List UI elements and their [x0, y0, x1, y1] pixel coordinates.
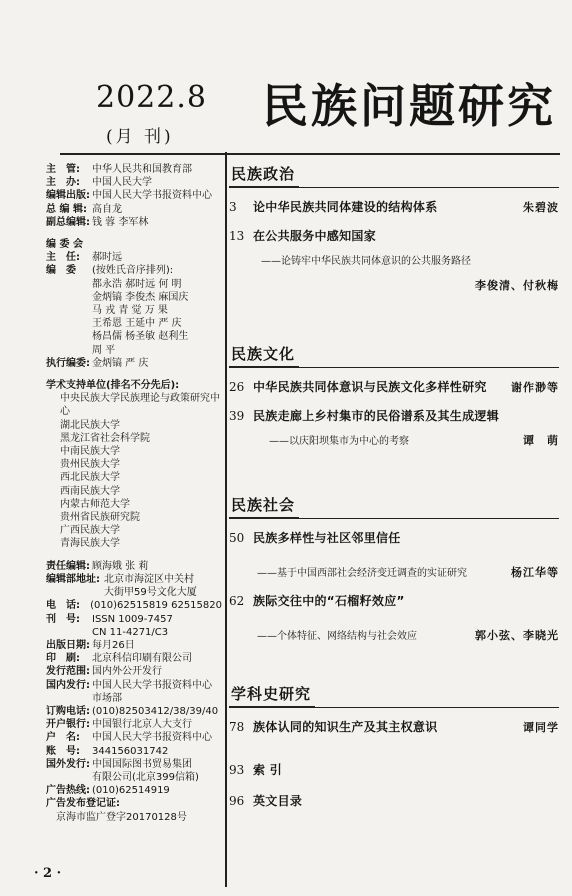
entry-author: 谭同学	[523, 721, 559, 734]
entry-author: 谢作渺等	[511, 381, 559, 394]
english-contents-entry[interactable]	[229, 792, 559, 809]
pub-row: 市场部	[92, 692, 122, 704]
board-member-line: 金炳镐 李俊杰 麻国庆	[92, 291, 189, 303]
masthead-block	[46, 163, 222, 229]
editorial-board-heading: 编 委 会	[46, 239, 83, 251]
masthead-sidebar	[46, 163, 222, 824]
pub-row: 广告热线: (010)62514919	[46, 785, 170, 797]
pub-row: 印 刷: 北京科信印刷有限公司	[46, 653, 192, 665]
board-member-line: 都永浩 郝时远 何 明	[92, 278, 182, 290]
toc-entry[interactable]	[229, 592, 559, 643]
board-member-line: 杨昌儒 杨圣敏 赵利生	[92, 331, 189, 343]
column-divider	[225, 152, 227, 887]
publication-info	[46, 560, 222, 824]
entry-title: 族际交往中的“石榴籽效应”	[253, 594, 405, 608]
support-unit: 青海民族大学	[60, 538, 120, 550]
toc-section	[229, 343, 559, 448]
pub-row: 编辑部地址: 北京市海淀区中关村	[46, 573, 194, 585]
entry-title: 英文目录	[253, 794, 303, 808]
entry-title: 索 引	[253, 763, 283, 777]
support-unit: 黑龙江省社会科学院	[60, 432, 150, 444]
entry-page: 3	[229, 200, 237, 214]
toc-entry[interactable]	[229, 198, 559, 215]
editorial-board	[46, 238, 222, 370]
masthead-row: 副总编辑: 钱 蓉 李军林	[46, 216, 149, 228]
pub-row: 账 号: 344156031742	[46, 745, 169, 757]
pub-row: 刊 号: ISSN 1009-7457	[46, 613, 173, 625]
entry-title: 论中华民族共同体建设的结构体系	[253, 200, 438, 214]
entry-title: 民族走廊上乡村集市的民俗谱系及其生成逻辑	[253, 409, 500, 423]
masthead-row: 主 办: 中国人民大学	[46, 177, 152, 189]
section-title: 民族社会	[229, 494, 299, 519]
pub-row: 京海市监广登字20170128号	[56, 811, 187, 823]
entry-title: 民族多样性与社区邻里信任	[253, 531, 401, 545]
board-chief-row: 主 任: 郝时远	[46, 252, 122, 264]
pub-row: 户 名: 中国人民大学书报资料中心	[46, 732, 212, 744]
entry-page: 96	[229, 794, 245, 808]
entry-subtitle: ——以庆阳坝集市为中心的考察	[269, 436, 409, 447]
pub-row: 开户银行: 中国银行北京人大支行	[46, 719, 192, 731]
entry-author: 朱碧波	[523, 201, 559, 214]
entry-page: 62	[229, 594, 245, 608]
publication-frequency: (月 刊)	[106, 127, 174, 147]
entry-title: 中华民族共同体意识与民族文化多样性研究	[253, 380, 487, 394]
index-entry[interactable]	[229, 761, 559, 778]
entry-subtitle: ——基于中国西部社会经济变迁调查的实证研究	[257, 568, 467, 579]
pub-row: 大街甲59号文化大厦	[104, 587, 197, 599]
toc-section	[229, 163, 559, 293]
entry-author: 谭 萌	[523, 434, 559, 447]
masthead-row: 编辑出版: 中国人民大学书报资料中心	[46, 190, 212, 202]
support-unit: 贵州民族大学	[60, 459, 120, 471]
support-unit: 西北民族大学	[60, 472, 120, 484]
pub-row: 责任编辑: 顾海娥 张 莉	[46, 560, 149, 572]
pub-row: 有限公司(北京399信箱)	[92, 771, 199, 783]
toc-entry[interactable]	[229, 529, 559, 580]
entry-author: 郭小弦、李晓光	[475, 629, 559, 642]
toc-entry[interactable]	[229, 718, 559, 735]
support-unit: 中央民族大学民族理论与政策研究中心	[60, 393, 220, 418]
support-unit: 贵州省民族研究院	[60, 512, 140, 524]
entry-page: 50	[229, 531, 245, 545]
issue-number: 2022.8	[96, 80, 207, 115]
masthead-row: 主 管: 中华人民共和国教育部	[46, 164, 192, 175]
pub-row: 广告发布登记证:	[46, 798, 120, 810]
entry-page: 13	[229, 229, 245, 243]
pub-row: 国内发行: 中国人民大学书报资料中心	[46, 679, 212, 691]
entry-page: 39	[229, 409, 245, 423]
toc-section	[229, 494, 559, 643]
board-members-row: 编 委 (按姓氏音序排列):	[46, 265, 174, 277]
toc-entry[interactable]	[229, 378, 559, 395]
board-exec-row: 执行编委: 金炳镐 严 庆	[46, 357, 149, 369]
section-title: 民族文化	[229, 343, 299, 368]
section-title: 民族政治	[229, 163, 299, 188]
board-member-line: 王希恩 王延中 严 庆	[92, 318, 182, 330]
board-member-list	[46, 278, 222, 357]
entry-title: 族体认同的知识生产及其主权意识	[253, 720, 438, 734]
board-member-line: 周 平	[92, 344, 116, 356]
pub-row: 电 话: (010)62515819 62515820	[46, 600, 222, 612]
toc-entry[interactable]	[229, 407, 559, 448]
entry-author: 杨江华等	[511, 566, 559, 579]
toc-section	[229, 683, 559, 735]
entry-page: 78	[229, 720, 245, 734]
academic-support	[46, 379, 222, 551]
support-unit: 内蒙古师范大学	[60, 498, 130, 510]
pub-row: 国外发行: 中国国际图书贸易集团	[46, 758, 192, 770]
entry-author: 李俊清、付秋梅	[475, 279, 559, 292]
page-number: · 2 ·	[34, 866, 62, 881]
entry-title: 在公共服务中感知国家	[253, 229, 377, 243]
support-heading: 学术支持单位 (排名不分先后):	[46, 380, 180, 392]
board-member-line: 马 戎 青 觉 万 果	[92, 305, 168, 317]
header-divider	[60, 153, 560, 155]
pub-row: 订购电话: (010)82503412/38/39/40	[46, 705, 219, 717]
support-unit-list	[46, 392, 222, 550]
pub-row: 出版日期: 每月26日	[46, 639, 135, 651]
section-title: 学科史研究	[229, 683, 315, 708]
entry-subtitle: ——论铸牢中华民族共同体意识的公共服务路径	[261, 256, 471, 267]
table-of-contents	[229, 163, 559, 821]
pub-row: 发行范围: 国内外公开发行	[46, 666, 162, 678]
support-unit: 广西民族大学	[60, 525, 120, 537]
journal-title: 民族问题研究	[262, 79, 556, 133]
entry-page: 93	[229, 763, 245, 777]
toc-entry[interactable]	[229, 227, 559, 293]
support-unit: 中南民族大学	[60, 446, 120, 458]
pub-row: CN 11-4271/C3	[92, 626, 169, 638]
masthead-row: 总 编 辑: 高自龙	[46, 203, 122, 215]
entry-subtitle: ——个体特征、网络结构与社会效应	[257, 631, 417, 642]
support-unit: 西南民族大学	[60, 485, 120, 497]
entry-page: 26	[229, 380, 245, 394]
support-unit: 湖北民族大学	[60, 419, 120, 431]
